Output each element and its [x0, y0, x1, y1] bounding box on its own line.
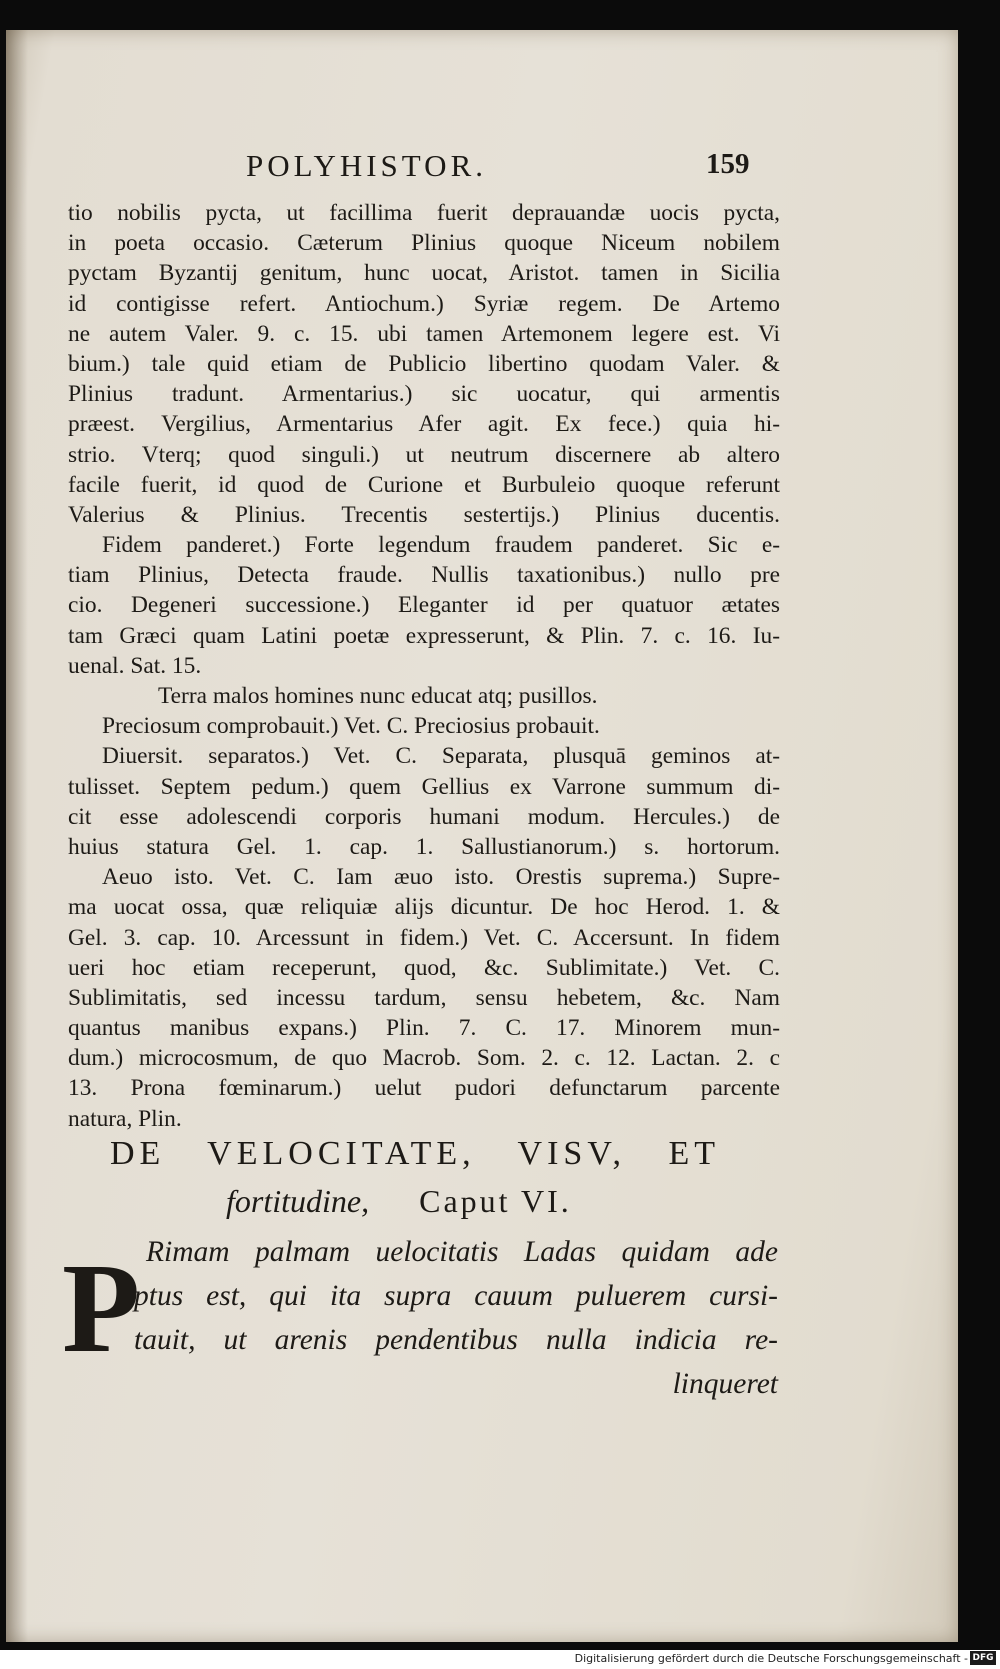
text-line: cio. Degeneri successione.) Eleganter id per quatuor ætates: [68, 592, 780, 619]
italic-line: Rimam palmam uelocitatis Ladas quidam ade: [146, 1236, 778, 1268]
subheading-italic: fortitudine,: [226, 1183, 370, 1219]
text-line: Diuersit. separatos.) Vet. C. Separata, plusquā geminos at-: [102, 743, 780, 770]
text-line: Aeuo isto. Vet. C. Iam æuo isto. Orestis suprema.) Supre-: [102, 864, 780, 891]
text-line: dum.) microcosmum, de quo Macrob. Som. 2. c. 12. Lactan. 2. c: [68, 1045, 780, 1072]
text-line: præest. Vergilius, Armentarius Afer agit. Ex fece.) quia hi-: [68, 411, 780, 438]
text-line: 13. Prona fœminarum.) uelut pudori defunctarum parcente: [68, 1075, 780, 1102]
text-line: Preciosum comprobauit.) Vet. C. Preciosius probauit.: [102, 713, 600, 740]
text-line: Valerius & Plinius. Trecentis sestertijs.) Plinius ducentis.: [68, 501, 780, 528]
page-number: 159: [706, 148, 750, 180]
italic-line: linqueret: [672, 1368, 778, 1400]
digitization-credit: Digitalisierung gefördert durch die Deutsche Forschungsgemeinschaft -: [574, 1652, 968, 1665]
chapter-opening-text: [134, 1230, 778, 1406]
text-line: Plinius tradunt. Armentarius.) sic uocatur, qui armentis: [68, 381, 780, 408]
text-line: quantus manibus expans.) Plin. 7. C. 17. Minorem mun-: [68, 1015, 780, 1042]
text-line: tio nobilis pycta, ut facillima fuerit deprauandæ uocis pycta,: [68, 200, 780, 226]
dfg-logo-icon: DFG: [970, 1651, 996, 1665]
text-line: uenal. Sat. 15.: [68, 652, 202, 679]
commentary-text: [68, 198, 780, 1134]
text-line: cit esse adolescendi corporis humani modum. Hercules.) de: [68, 803, 780, 830]
chapter-subheading: [226, 1183, 572, 1220]
caput-label: Caput VI.: [419, 1183, 572, 1219]
text-line: id contigisse refert. Antiochum.) Syriæ regem. De Artemo: [68, 290, 780, 317]
text-line: Sublimitatis, sed incessu tardum, sensu hebetem, &c. Nam: [68, 984, 780, 1011]
italic-line: tauit, ut arenis pendentibus nulla indicia re-: [134, 1324, 778, 1356]
chapter-heading: DE VELOCITATE, VISV, ET: [110, 1135, 720, 1172]
text-line: natura, Plin.: [68, 1105, 182, 1132]
text-line: Gel. 3. cap. 10. Arcessunt in fidem.) Vet. C. Accersunt. In fidem: [68, 924, 780, 951]
text-line: bium.) tale quid etiam de Publicio libertino quodam Valer. &: [68, 350, 780, 377]
text-line: pyctam Byzantij genitum, hunc uocat, Aristot. tamen in Sicilia: [68, 260, 780, 287]
text-line: ueri hoc etiam receperunt, quod, &c. Sublimitate.) Vet. C.: [68, 954, 780, 981]
text-line: tiam Plinius, Detecta fraude. Nullis taxationibus.) nullo pre: [68, 562, 780, 589]
book-page: [6, 30, 958, 1642]
text-line: strio. Vterq; quod singuli.) ut neutrum discernere ab altero: [68, 441, 780, 468]
text-line: Fidem panderet.) Forte legendum fraudem panderet. Sic e-: [102, 532, 780, 559]
drop-cap: P: [62, 1237, 141, 1379]
text-line: ne autem Valer. 9. c. 15. ubi tamen Artemonem legere est. Vi: [68, 320, 780, 347]
text-line: tulisset. Septem pedum.) quem Gellius ex Varrone summum di-: [68, 773, 780, 800]
text-line: in poeta occasio. Cæterum Plinius quoque Niceum nobilem: [68, 230, 780, 257]
text-line: tam Græci quam Latini poetæ expresserunt, & Plin. 7. c. 16. Iu-: [68, 622, 780, 649]
text-line: ma uocat ossa, quæ reliquiæ alijs dicuntur. De hoc Herod. 1. &: [68, 894, 780, 921]
text-line: huius statura Gel. 1. cap. 1. Sallustianorum.) s. hortorum.: [68, 833, 780, 860]
italic-line: ptus est, qui ita supra cauum puluerem cursi-: [134, 1280, 778, 1312]
running-head: POLYHISTOR.: [246, 148, 487, 183]
text-line: facile fuerit, id quod de Curione et Burbuleio quoque referunt: [68, 471, 780, 498]
verse-quote: Terra malos homines nunc educat atq; pusillos.: [158, 683, 598, 709]
